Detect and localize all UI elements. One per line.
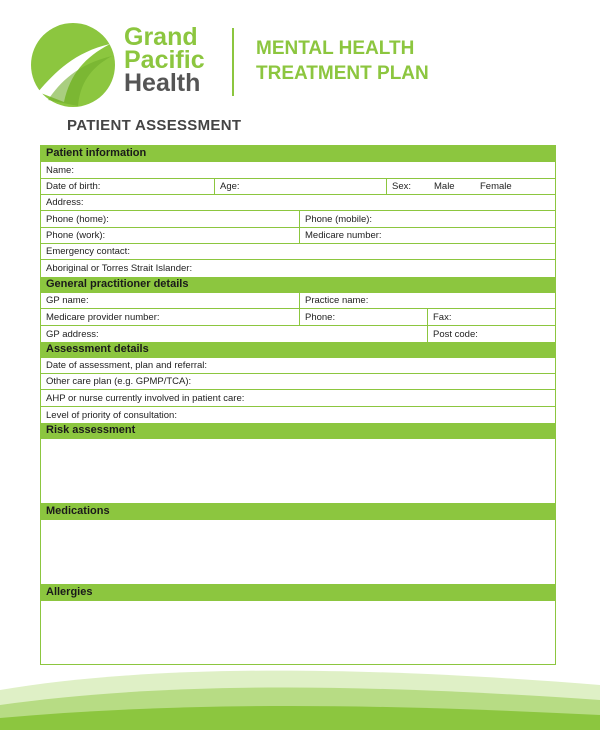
medications-header: Medications [41,503,555,520]
dob-field[interactable]: Date of birth: [46,181,101,192]
ahp-row [41,390,555,407]
allergies-area[interactable] [41,601,555,664]
gp-name-field[interactable]: GP name: [46,295,89,306]
risk-assessment-header: Risk assessment [41,423,555,439]
address-row [41,195,555,211]
phone-home-row [41,211,555,228]
logo-line-3: Health [124,69,201,97]
allergies-header: Allergies [41,584,555,601]
address-field[interactable]: Address: [46,197,84,208]
phone-work-field[interactable]: Phone (work): [46,230,106,241]
assessment-form [40,145,556,665]
post-code-field[interactable]: Post code: [427,326,555,342]
logo-line-1: Grand [124,23,198,51]
sex-female-option[interactable]: Female [480,181,512,192]
gp-address-field[interactable]: GP address: [46,328,99,340]
emergency-contact-field[interactable]: Emergency contact: [46,246,130,257]
header-divider [232,28,234,96]
assessment-details-header: Assessment details [41,342,555,358]
medications-area[interactable] [41,520,555,584]
title-line-2: TREATMENT PLAN [256,63,429,84]
other-plan-field[interactable]: Other care plan (e.g. GPMP/TCA): [46,376,192,387]
assessment-date-row [41,358,555,374]
assessment-date-field[interactable]: Date of assessment, plan and referral: [46,360,208,371]
footer-wave-decoration [0,660,600,730]
section-heading: PATIENT ASSESSMENT [67,117,242,134]
logo-line-2: Pacific [124,46,205,74]
sex-male-option[interactable]: Male [434,181,455,192]
phone-mobile-field[interactable]: Phone (mobile): [299,211,555,227]
gp-details-header: General practitioner details [41,277,555,293]
age-field[interactable]: Age: [214,179,386,194]
patient-info-header: Patient information [41,146,555,162]
gp-name-row [41,293,555,309]
emergency-contact-row [41,244,555,260]
aboriginal-row [41,260,555,277]
phone-work-row [41,228,555,244]
medicare-number-field[interactable]: Medicare number: [299,228,555,243]
gp-fax-field[interactable]: Fax: [427,309,555,325]
gp-phone-field[interactable]: Phone: [299,309,427,325]
other-plan-row [41,374,555,390]
provider-number-field[interactable]: Medicare provider number: [46,311,160,323]
ahp-field[interactable]: AHP or nurse currently involved in patient care: [46,392,245,404]
priority-row [41,407,555,423]
title-line-1: MENTAL HEALTH [256,38,415,59]
provider-number-row [41,309,555,326]
sex-label: Sex: [386,179,429,194]
dob-row [41,179,555,195]
risk-assessment-area[interactable] [41,439,555,503]
priority-field[interactable]: Level of priority of consultation: [46,409,177,421]
name-row [41,162,555,179]
name-field[interactable]: Name: [46,164,74,176]
practice-name-field[interactable]: Practice name: [299,293,555,308]
logo-swoosh-icon [30,22,116,108]
document-title [256,36,429,86]
phone-home-field[interactable]: Phone (home): [46,213,109,225]
aboriginal-field[interactable]: Aboriginal or Torres Strait Islander: [46,263,193,274]
logo-wordmark [124,23,205,97]
gp-address-row [41,326,555,342]
grand-pacific-health-logo [30,20,230,100]
